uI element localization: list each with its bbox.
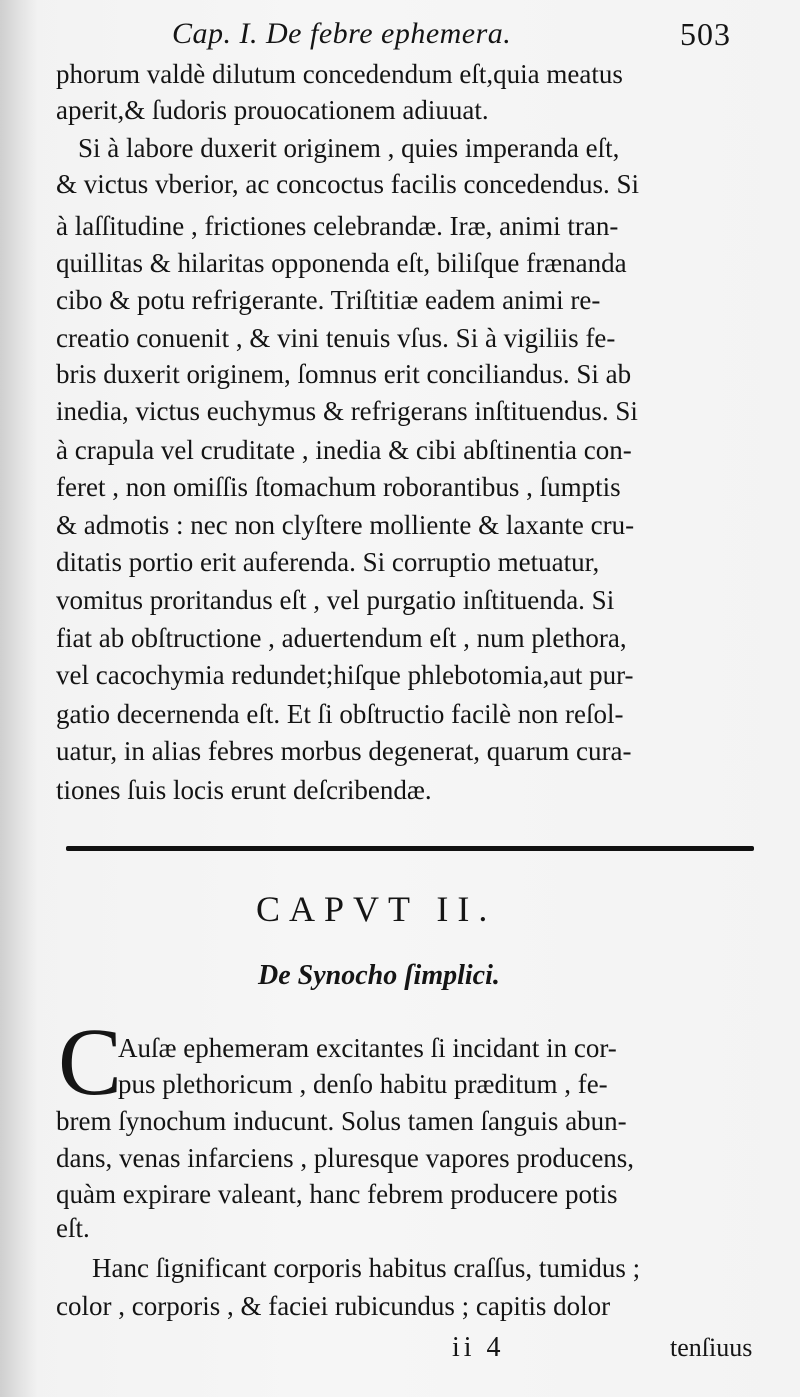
text-line: tiones ſuis locis erunt deſcribendæ. (56, 775, 432, 805)
text-line: color , corporis , & faciei rubicundus ; capitis dolor (56, 1291, 611, 1321)
catchword: tenſiuus (670, 1333, 753, 1362)
text-line: ditatis portio erit auferenda. Si corruptio metuatur, (56, 547, 600, 577)
chapter-subtitle: De Synocho ſimplici. (258, 960, 500, 991)
text-line: phorum valdè dilutum concedendum eſt,quia meatus (56, 59, 623, 89)
text-line: bris duxerit originem, ſomnus erit conciliandus. Si ab (56, 359, 632, 389)
text-line: cibo & potu refrigerante. Triſtitiæ eadem animi re- (56, 285, 601, 315)
text-line: creatio conuenit , & vini tenuis vſus. Si à vigiliis fe- (56, 323, 616, 353)
text-line: & admotis : nec non clyſtere molliente & laxante cru- (56, 510, 635, 540)
text-line: quillitas & hilaritas opponenda eſt, biliſque frænanda (56, 248, 627, 278)
running-head: Cap. I. De febre ephemera. (172, 17, 512, 50)
text-line: feret , non omiſſis ſtomachum roborantibus , ſumptis (56, 472, 621, 502)
text-line: Si à labore duxerit originem , quies imperanda eſt, (78, 133, 620, 163)
text-line: aperit,& ſudoris prouocationem adiuuat. (56, 95, 489, 125)
page-number: 503 (680, 16, 731, 52)
text-line: eſt. (56, 1213, 90, 1243)
gutter-shadow (0, 0, 38, 1397)
drop-cap: C (58, 1008, 123, 1115)
text-line: gatio decernenda eſt. Et ſi obſtructio facilè non reſol- (56, 699, 624, 729)
text-line: dans, venas infarciens , pluresque vapores producens, (56, 1143, 635, 1173)
text-line: uatur, in alias febres morbus degenerat, quarum cura- (56, 736, 632, 766)
text-line: Auſæ ephemeram excitantes ſi incidant in cor- (118, 1033, 617, 1063)
text-line: pus plethoricum , denſo habitu præditum , fe- (118, 1069, 608, 1099)
text-line: & victus vberior, ac concoctus facilis concedendus. Si (56, 169, 639, 199)
text-line: inedia, victus euchymus & refrigerans inſtituendus. Si (56, 396, 638, 426)
text-line: fiat ab obſtructione , aduertendum eſt , num plethora, (56, 623, 627, 653)
text-line: vel cacochymia redundet;hiſque phlebotomia,aut pur- (56, 660, 634, 690)
chapter-title: CAPVT II. (256, 889, 497, 929)
signature-mark: ii 4 (452, 1332, 505, 1363)
text-line: vomitus proritandus eſt , vel purgatio inſtituenda. Si (56, 585, 615, 615)
text-line: à laſſitudine , frictiones celebrandæ. Iræ, animi tran- (56, 211, 619, 241)
section-rule (66, 846, 754, 851)
text-line: quàm expirare valeant, hanc febrem producere potis (56, 1179, 618, 1209)
text-line: Hanc ſignificant corporis habitus craſſus, tumidus ; (92, 1253, 641, 1283)
text-line: brem ſynochum inducunt. Solus tamen ſanguis abun- (56, 1106, 627, 1136)
text-line: à crapula vel cruditate , inedia & cibi abſtinentia con- (56, 435, 632, 465)
